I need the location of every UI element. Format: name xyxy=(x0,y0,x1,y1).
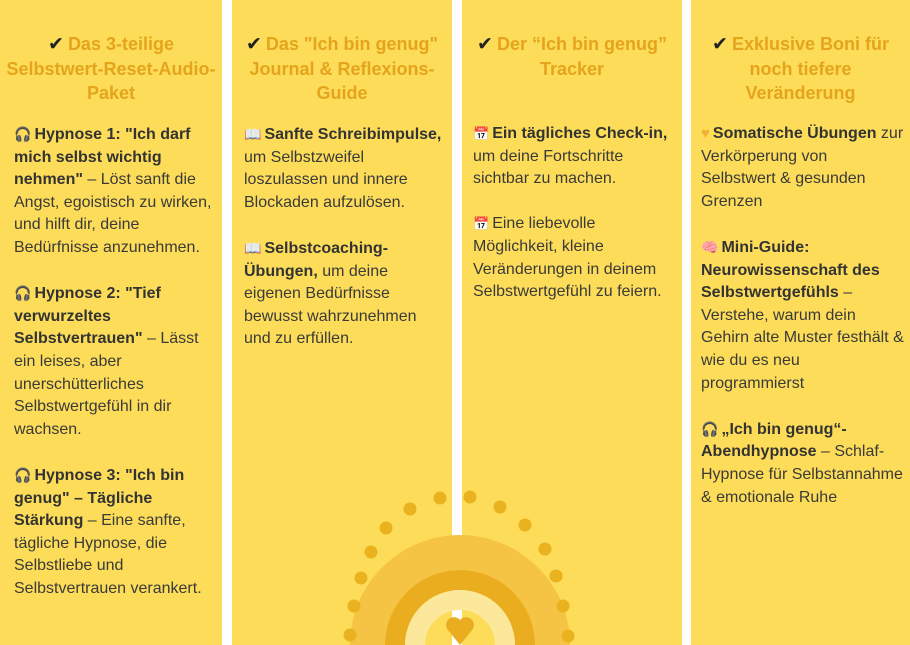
list-item xyxy=(14,464,214,601)
list-item xyxy=(701,123,904,213)
column-journal xyxy=(232,0,452,645)
list-item xyxy=(473,123,676,191)
item-text: – Schlaf-Hypnose für Selbstannahme & emotionale Ruhe xyxy=(701,443,903,506)
item-text: – Lässt ein leises, aber unerschütterliches Selbstwertgefühl in dir wachsen. xyxy=(14,330,199,438)
column-body xyxy=(14,123,214,623)
checkmark-icon: ✔ xyxy=(712,34,728,55)
item-text: – Verstehe, warum dein Gehirn alte Muster festhält & wie du es neu programmierst xyxy=(701,284,904,392)
heading-text: Das 3-teilige Selbstwert-Reset-Audio-Paket xyxy=(6,34,216,103)
item-title: Selbstcoaching-Übungen, xyxy=(244,239,389,280)
list-item xyxy=(701,418,904,509)
item-title: Hypnose 1: "Ich darf mich selbst wichtig nehmen" xyxy=(14,126,191,189)
item-title: Ein tägliches Check-in, xyxy=(492,125,668,142)
column-body xyxy=(244,123,444,374)
heading-text: Exklusive Boni für noch tiefere Veränderung xyxy=(731,34,889,103)
checkmark-icon: ✔ xyxy=(477,34,493,55)
item-title: Sanfte Schreibimpulse, xyxy=(264,126,442,143)
item-title: Somatische Übungen xyxy=(712,125,877,142)
heading-text: Der “Ich bin genug” Tracker xyxy=(496,34,667,79)
item-title: „Ich bin genug“-Abendhypnose xyxy=(701,420,847,461)
column-audio-paket xyxy=(0,0,222,645)
column-heading xyxy=(236,32,448,105)
headphones-icon: 🎧 xyxy=(14,126,32,142)
item-text: zur Verkörperung von Selbstwert & gesunden Grenzen xyxy=(701,125,904,210)
item-text: um deine eigenen Bedürfnisse bewusst wahrzunehmen und zu erfüllen. xyxy=(244,262,417,348)
column-heading xyxy=(695,32,906,105)
list-item xyxy=(14,282,214,441)
list-item xyxy=(701,236,904,395)
item-text: – Eine sanfte, tägliche Hypnose, die Selbstliebe und Selbstvertrauen verankert. xyxy=(14,512,202,597)
list-item xyxy=(244,237,444,351)
column-boni xyxy=(691,0,910,645)
headphones-icon: 🎧 xyxy=(701,420,719,437)
headphones-icon: 🎧 xyxy=(14,285,32,302)
heading-text: Das "Ich bin genug" Journal & Reflexions-Guide xyxy=(249,34,438,103)
checkmark-icon: ✔ xyxy=(48,34,64,55)
calendar-icon: 📅 xyxy=(473,126,490,141)
column-body xyxy=(473,123,676,326)
headphones-icon: 🎧 xyxy=(14,466,32,483)
list-item xyxy=(473,213,676,303)
list-item xyxy=(14,123,214,260)
item-text: um deine Fortschritte sichtbar zu machen. xyxy=(473,147,624,188)
column-body xyxy=(701,123,904,532)
item-title: Mini-Guide: Neurowissenschaft des Selbstwertgefühls xyxy=(701,238,880,302)
item-title: Hypnose 3: "Ich bin genug" – Tägliche Stärkung xyxy=(14,466,185,530)
heart-icon: ♥ xyxy=(701,125,710,142)
item-text: Eine liebevolle Möglichkeit, kleine Veränderungen in deinem Selbstwertgefühl zu feiern. xyxy=(473,215,662,301)
column-tracker xyxy=(462,0,682,645)
item-text: – Löst sanft die Angst, egoistisch zu wirken, und hilft dir, deine Bedürfnisse anzunehmen. xyxy=(14,171,212,256)
calendar-icon: 📅 xyxy=(473,216,490,232)
item-text: um Selbstzweifel loszulassen und innere Blockaden aufzulösen. xyxy=(244,148,408,211)
book-icon: 📖 xyxy=(244,239,262,256)
item-title: Hypnose 2: "Tief verwurzeltes Selbstvertrauen" xyxy=(14,285,161,348)
list-item xyxy=(244,123,444,214)
book-icon: 📖 xyxy=(244,126,262,142)
column-heading xyxy=(466,32,678,81)
brain-icon: 🧠 xyxy=(701,238,719,255)
checkmark-icon: ✔ xyxy=(245,34,262,55)
column-heading xyxy=(4,32,218,105)
